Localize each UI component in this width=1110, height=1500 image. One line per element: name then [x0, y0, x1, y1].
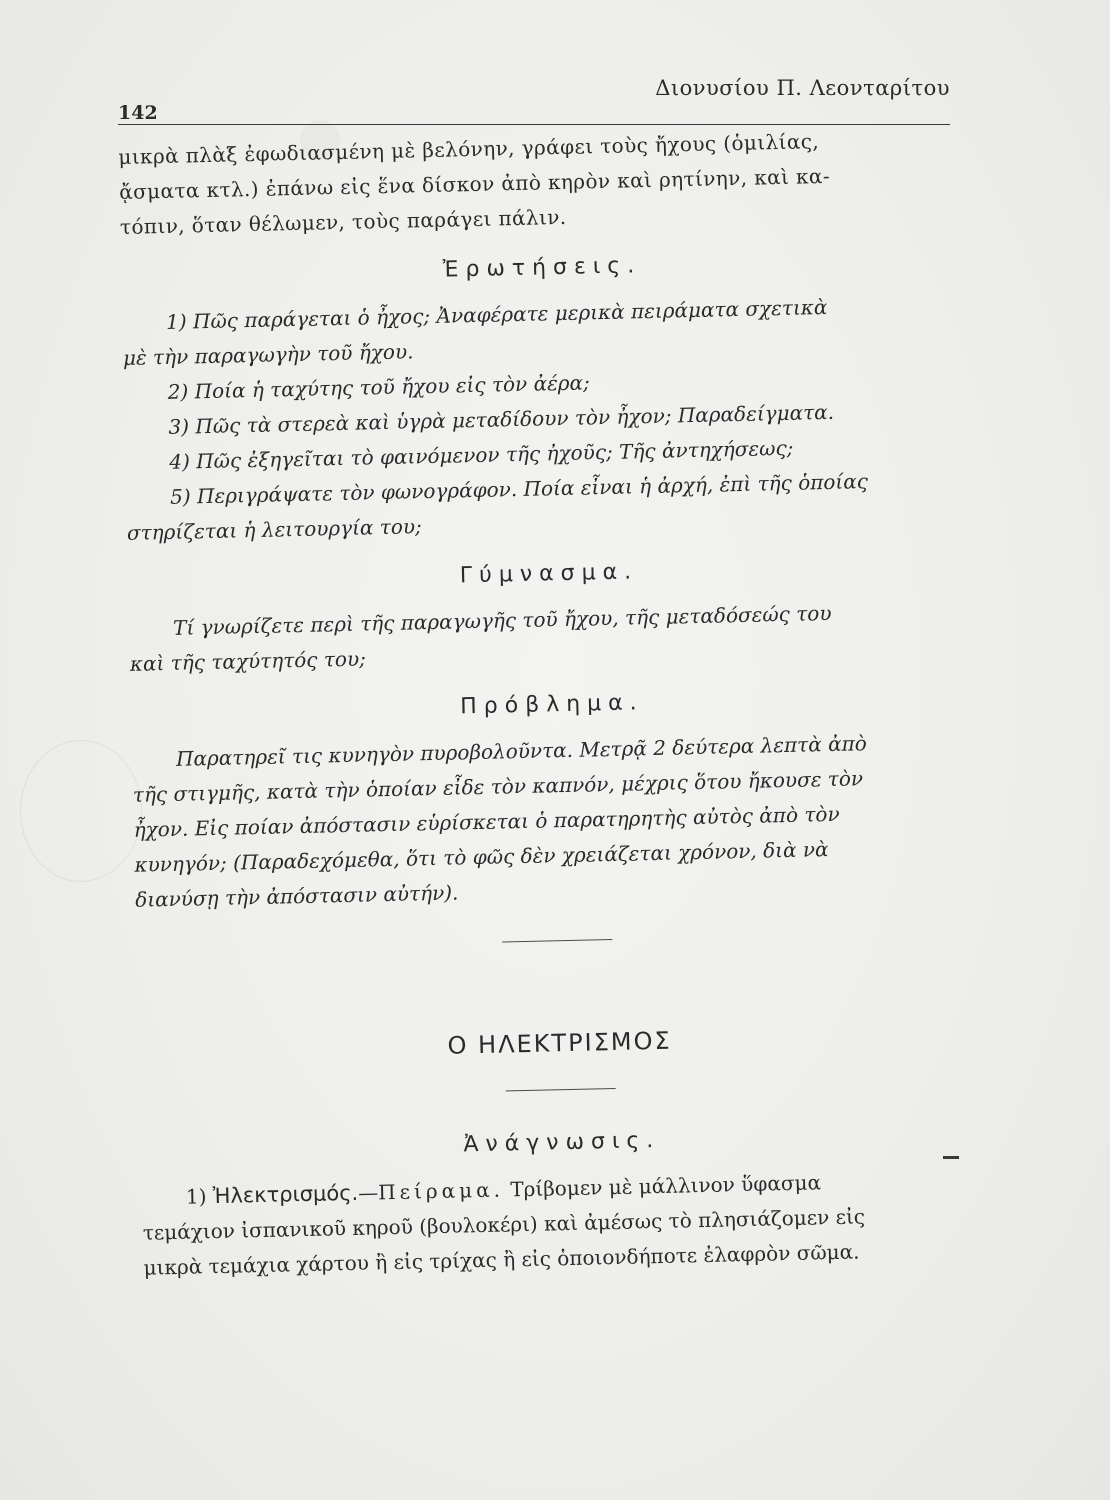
- question-line: μὲ τὴν παραγωγὴν τοῦ ἤχου.: [122, 339, 414, 370]
- item-number: 1): [185, 1184, 207, 1209]
- page-header: [118, 68, 950, 124]
- reading-paragraph: [142, 1162, 986, 1286]
- intro-paragraph: [118, 121, 962, 245]
- problem-line: τῆς στιγμῆς, κατὰ τὴν ὁποίαν εἶδε τὸν καπνόν, μέχρις ὅτου ἤκουσε τὸν: [132, 766, 864, 807]
- problem-paragraph: [132, 724, 978, 918]
- exercise-line: Τί γνωρίζετε περὶ τῆς παραγωγῆς τοῦ ἤχου, τῆς μεταδόσεώς του: [172, 600, 832, 640]
- reading-text: Τρίβομεν μὲ μάλλινον ὕφασμα: [510, 1170, 822, 1202]
- question-line: 1) Πῶς παράγεται ὁ ἦχος; Ἀναφέρατε μερικὰ πειράματα σχετικὰ: [165, 294, 828, 334]
- experiment-label: Πείραμα.: [377, 1177, 505, 1205]
- problem-line: κυνηγόν; (Παραδεχόμεθα, ὅτι τὸ φῶς δὲν χρειάζεται χρόνον, διὰ νὰ: [134, 837, 829, 877]
- problem-line: ἦχον. Εἰς ποίαν ἀπόστασιν εὑρίσκεται ὁ παρατηρητὴς αὐτὸς ἀπὸ τὸν: [133, 801, 840, 842]
- exercise-line: καὶ τῆς ταχύτητός του;: [129, 646, 367, 676]
- questions-list: [122, 287, 969, 551]
- problem-heading: Πρόβλημα.: [459, 690, 644, 720]
- exercise-heading: Γύμνασμα.: [459, 559, 639, 589]
- page-content: [118, 121, 986, 1286]
- em-dash: —: [357, 1180, 379, 1205]
- paper-stain: [20, 740, 142, 882]
- page-number: 142: [118, 102, 158, 124]
- exercise-paragraph: [129, 593, 972, 682]
- text-line: τόπιν, ὅταν θέλωμεν, τοὺς παράγει πάλιν.: [119, 204, 567, 239]
- problem-line: διανύσῃ τὴν ἀπόστασιν αὐτήν).: [134, 880, 459, 912]
- questions-heading: Ἐρωτήσεις.: [442, 253, 642, 283]
- running-head: Διονυσίου Π. Λεονταρίτου: [655, 76, 950, 100]
- question-line: 5) Περιγράψατε τὸν φωνογράφον. Ποία εἶναι ἡ ἀρχή, ἐπὶ τῆς ὁποίας: [169, 469, 869, 509]
- reading-line: τεμάχιον ἰσπανικοῦ κηροῦ (βουλοκέρι) καὶ ἀμέσως τὸ πλησιάζομεν εἰς: [142, 1204, 866, 1245]
- text-line: ᾄσματα κτλ.) ἐπάνω εἰς ἕνα δίσκον ἀπὸ κηρὸν καὶ ρητίνην, καὶ κα-: [118, 163, 831, 204]
- question-line: στηρίζεται ἡ λειτουργία του;: [126, 514, 423, 545]
- chapter-title: Ο ΗΛΕΚΤΡΙΣΜΟΣ: [447, 1026, 672, 1060]
- margin-dash-mark: [943, 1156, 959, 1159]
- problem-line: Παρατηρεῖ τις κυνηγὸν πυροβολοῦντα. Μετρᾷ 2 δεύτερα λεπτὰ ἀπὸ: [175, 731, 868, 771]
- reading-line: μικρὰ τεμάχια χάρτου ἢ εἰς τρίχας ἢ εἰς ὁποιονδήποτε ἐλαφρὸν σῶμα.: [143, 1239, 860, 1280]
- question-line: 2) Ποία ἡ ταχύτης τοῦ ἤχου εἰς τὸν ἀέρα;: [167, 370, 591, 404]
- question-line: 4) Πῶς ἐξηγεῖται τὸ φαινόμενον τῆς ἠχοῦς; Τῆς ἀντηχήσεως;: [169, 435, 794, 474]
- text-line: μικρὰ πλὰξ ἐφωδιασμένη μὲ βελόνην, γράφει τοὺς ἤχους (ὁμιλίας,: [118, 129, 820, 169]
- question-line: 3) Πῶς τὰ στερεὰ καὶ ὑγρὰ μεταδίδουν τὸν ἦχον; Παραδείγματα.: [168, 399, 835, 439]
- reading-heading: Ἀνάγνωσις.: [463, 1127, 661, 1158]
- lead-term: Ἠλεκτρισμός.: [212, 1180, 359, 1209]
